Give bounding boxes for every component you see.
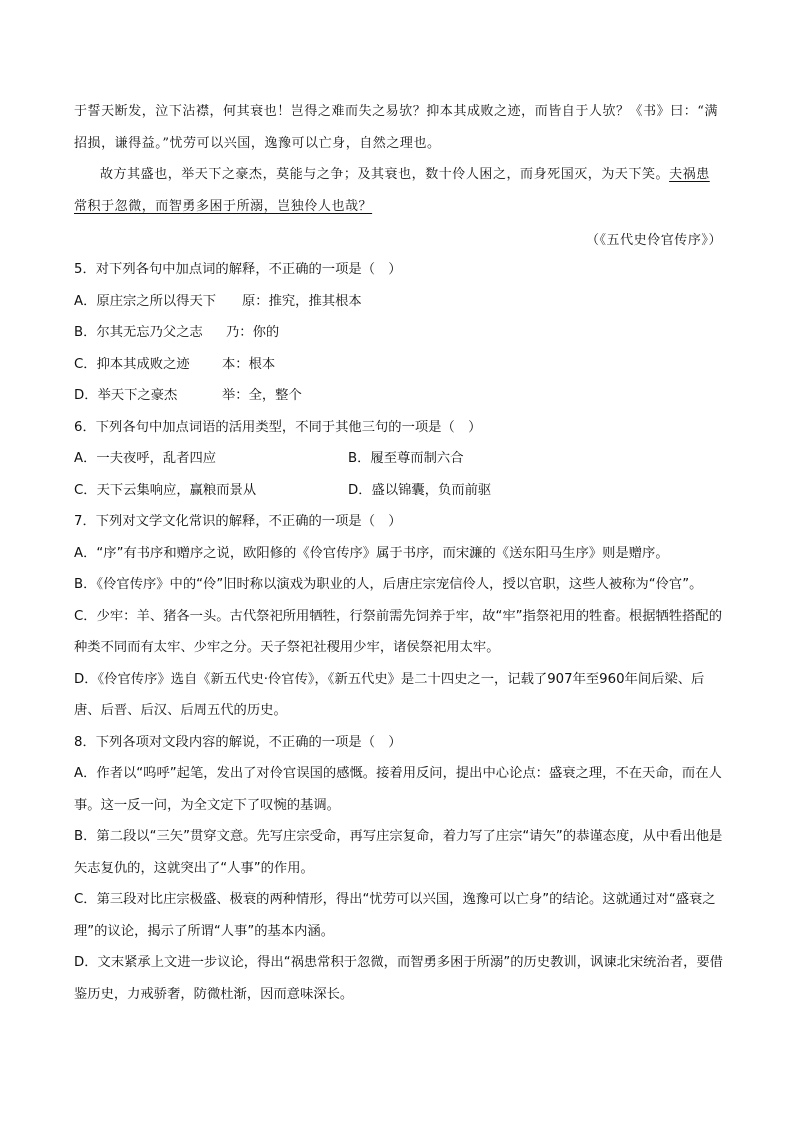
question-list (74, 254, 724, 1010)
option-gloss: 乃：你的 (226, 325, 280, 340)
question-7-option-d: D．《伶官传序》选自《新五代史·伶官传》，《新五代史》是二十四史之一，记载了907年至960年间后梁、后唐、后晋、后汉、后周五代的历史。 (74, 671, 705, 718)
question-7-option-b: B．《伶官传序》中的“伶”旧时称以演戏为职业的人，后唐庄宗宠信伶人，授以官职，这些人被称为“伶官”。 (74, 577, 703, 592)
option-sentence: D．举天下之豪杰 (74, 388, 178, 403)
question-7-stem: 7．下列对文学文化常识的解释，不正确的一项是（ ） (74, 514, 402, 529)
option-gloss: 本：根本 (222, 356, 276, 372)
question-8-stem: 8．下列各项对文段内容的解说，不正确的一项是（ ） (74, 734, 402, 750)
passage-paragraph-2 (74, 159, 722, 222)
question-5-option-c (74, 349, 724, 381)
question-8-option-d: D．文末紧承上文进一步议论，得出“祸患常积于忽微，而智勇多困于所溺”的历史教训，讽谏北宋统治者，要借鉴历史，力戒骄奢，防微杜渐，因而意味深长。 (74, 955, 723, 1002)
passage-paragraph-2-lead: 故方其盛也，举天下之豪杰，莫能与之争；及其衰也，数十伶人困之，而身死国灭，为天下笑。 (100, 167, 670, 182)
question-5-option-b (74, 317, 724, 349)
question-5-option-d (74, 380, 724, 412)
option-sentence: B．尔其无忘乃父之志 (74, 325, 203, 340)
question-8-option-b: B．第二段以“三矢”贯穿文意。先写庄宗受命，再写庄宗复命，着力写了庄宗“请矢”的恭谨态度，从中看出他是矢志复仇的，这就突出了“人事”的作用。 (74, 829, 723, 876)
question-6-option-a: A．一夫夜呼，乱者四应 (74, 451, 217, 466)
classical-passage (74, 96, 722, 257)
question-6-stem: 6．下列各句中加点词语的活用类型，不同于其他三句的一项是（ ） (74, 419, 482, 435)
question-5-option-a (74, 286, 724, 318)
question-6-options-row-1 (74, 443, 724, 475)
passage-paragraph-1: 于誓天断发，泣下沾襟，何其衰也！岂得之难而失之易欤？抑本其成败之迹，而皆自于人欤？《书》曰：“满招损，谦得益。”忧劳可以兴国，逸豫可以亡身，自然之理也。 (74, 104, 719, 151)
question-7-option-a: A．“序”有书序和赠序之说，欧阳修的《伶官传序》属于书序，而宋濂的《送东阳马生序》则是赠序。 (74, 545, 669, 561)
option-gloss: 原：推究，推其根本 (242, 293, 362, 309)
option-gloss: 举：全，整个 (222, 388, 302, 403)
question-6-options-row-2 (74, 475, 724, 507)
option-sentence: A．原庄宗之所以得天下 (74, 293, 217, 309)
question-6-option-c: C．天下云集响应，赢粮而景从 (74, 482, 257, 498)
question-8-option-a: A．作者以“呜呼”起笔，发出了对伶官误国的感慨。接着用反问，提出中心论点：盛衰之理，不在天命，而在人事。这一反一问，为全文定下了叹惋的基调。 (74, 766, 722, 813)
question-5-stem: 5．对下列各句中加点词的解释，不正确的一项是（ ） (74, 262, 402, 277)
passage-source: （《五代史伶官传序》） (585, 233, 722, 248)
question-6-option-d: D．盛以锦囊，负而前驱 (348, 482, 492, 498)
passage-underlined-sentence: 夫祸患常积于忽微，而智勇多困于所溺，岂独伶人也哉？ (74, 167, 710, 214)
question-8-option-c: C．第三段对比庄宗极盛、极衰的两种情形，得出“忧劳可以兴国，逸豫可以亡身”的结论。这就通过对“盛衰之理”的议论，揭示了所谓“人事”的基本内涵。 (74, 892, 716, 939)
question-6-option-b: B．履至尊而制六合 (348, 451, 464, 466)
option-sentence: C．抑本其成败之迹 (74, 356, 190, 372)
question-7-option-c: C．少牢：羊、猪各一头。古代祭祀所用牺牲，行祭前需先饲养于牢，故“牢”指祭祀用的牲畜。根据牺牲搭配的种类不同而有太牢、少牢之分。天子祭祀社稷用少牢，诸侯祭祀用太牢。 (74, 608, 723, 655)
